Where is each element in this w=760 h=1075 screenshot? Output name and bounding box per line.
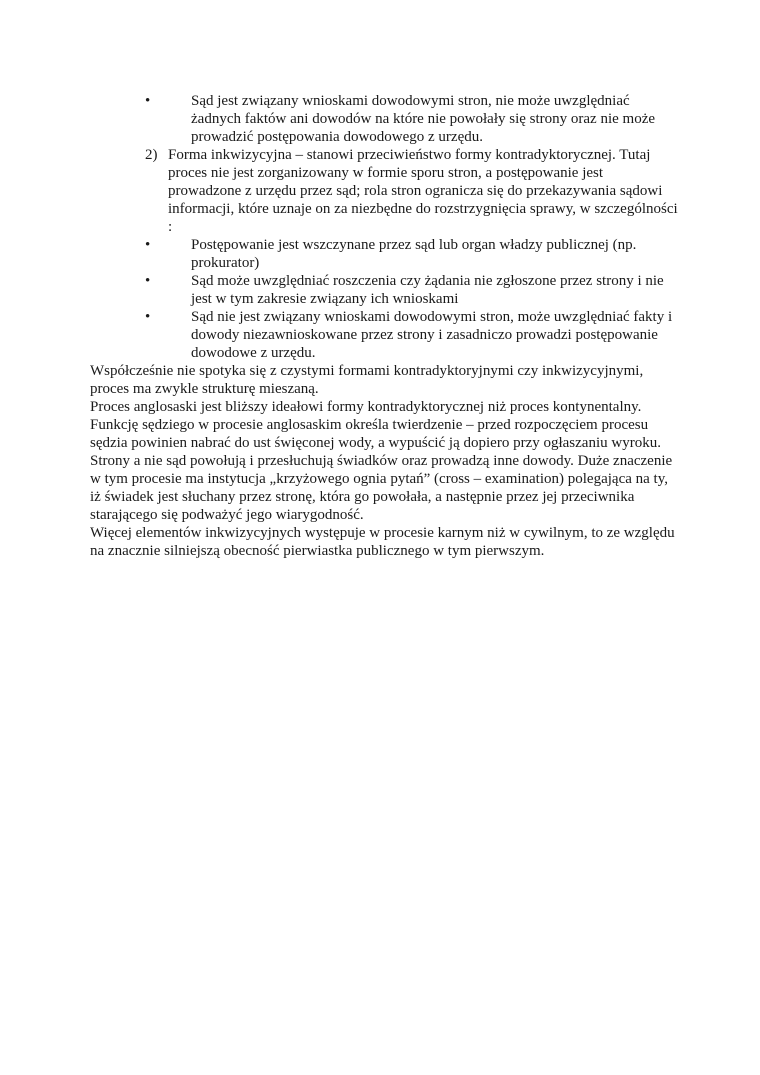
document-body	[90, 92, 680, 560]
numbered-item-text: Forma inkwizycyjna – stanowi przeciwieństwo formy kontradyktorycznej. Tutaj proces nie jest zorganizowany w formie sporu stron, a postępowanie jest prowadzone z urzędu przez sąd; rola stron ogranicza się do przekazywania sądowi informacji, które uznaje on za niezbędne do rozstrzygnięcia sprawy, w szczególności :	[168, 147, 678, 235]
bullet-text: Sąd jest związany wnioskami dowodowymi stron, nie może uwzględniać żadnych faktów ani dowodów na które nie powołały się strony oraz nie może prowadzić postępowania dowodowego z urzędu.	[191, 93, 656, 145]
bullet-text: Sąd nie jest związany wnioskami dowodowymi stron, może uwzględniać fakty i dowody niezawnioskowane przez strony i zasadniczo prowadzi postępowanie dowodowe z urzędu.	[191, 309, 673, 361]
paragraph-criminal-process: Więcej elementów inkwizycyjnych występuje w procesie karnym niż w cywilnym, to ze względu na znacznie silniejszą obecność pierwiastka publicznego w tym pierwszym.	[90, 525, 675, 559]
paragraph-mixed-structure: Współcześnie nie spotyka się z czystymi formami kontradyktoryjnymi czy inkwizycyjnymi, proces ma zwykle strukturę mieszaną.	[90, 363, 644, 397]
bullet-icon: •	[145, 237, 151, 253]
bullet-icon: •	[145, 273, 151, 289]
bullet-icon: •	[145, 93, 151, 109]
list-item	[90, 308, 680, 362]
list-item	[90, 92, 680, 146]
bullet-text: Postępowanie jest wszczynane przez sąd lub organ władzy publicznej (np. prokurator)	[191, 237, 637, 271]
paragraph-anglosaxon-process: Proces anglosaski jest bliższy ideałowi formy kontradyktorycznej niż proces kontynentalny. Funkcję sędziego w procesie anglosaskim określa twierdzenie – przed rozpoczęciem procesu sędzia powinien nabrać do ust święconej wody, a wypuścić ją dopiero przy ogłaszaniu wyroku. Strony a nie sąd powołują i przesłuchują świadków oraz prowadzą inne dowody. Duże znaczenie w tym procesie ma instytucja „krzyżowego ognia pytań” (cross – examination) polegająca na ty, iż świadek jest słuchany przez stronę, która go powołała, a następnie przez jej przeciwnika starającego się podważyć jego wiarygodność.	[90, 399, 673, 523]
numbered-item-2	[90, 146, 680, 236]
list-item	[90, 272, 680, 308]
bullet-text: Sąd może uwzględniać roszczenia czy żądania nie zgłoszone przez strony i nie jest w tym zakresie związany ich wnioskami	[191, 273, 664, 307]
bullet-icon: •	[145, 309, 151, 325]
list-item	[90, 236, 680, 272]
list-number: 2)	[145, 147, 158, 163]
